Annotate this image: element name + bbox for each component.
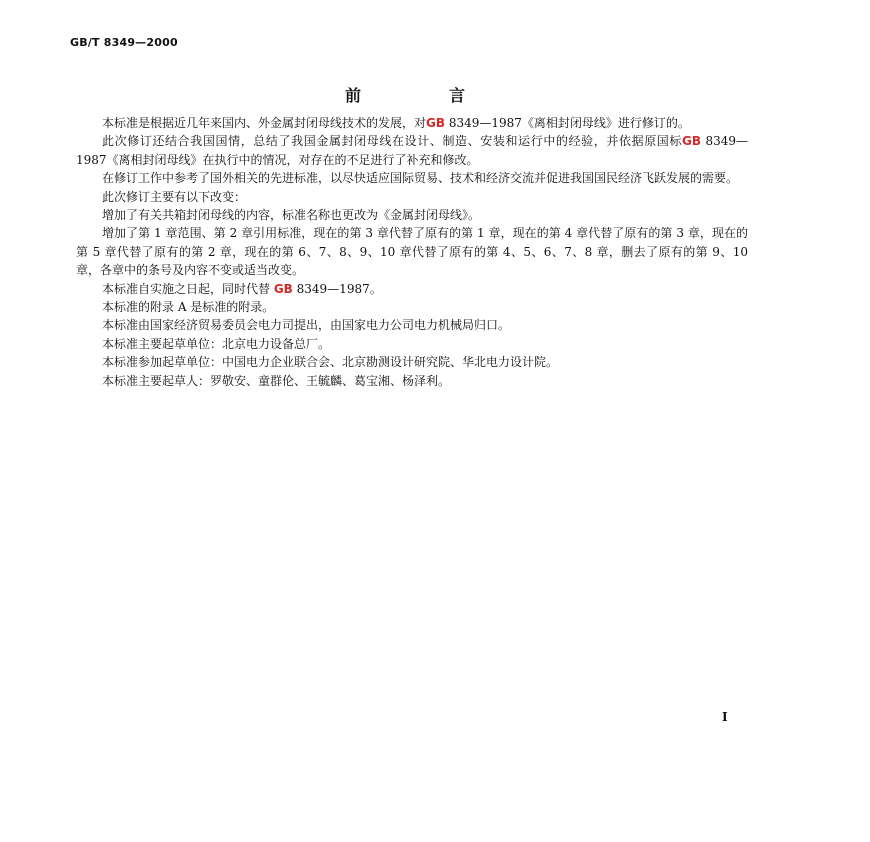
paragraph-8: 本标准的附录 A 是标准的附录。 xyxy=(102,300,275,315)
paragraph-7-text-b: 8349—1987。 xyxy=(292,281,382,296)
foreword-body xyxy=(76,114,748,390)
paragraph-1-text-b: 8349—1987《离相封闭母线》进行修订的。 xyxy=(445,116,690,130)
paragraph-10: 本标准主要起草单位：北京电力设备总厂。 xyxy=(102,336,331,351)
paragraph-4: 此次修订主要有以下改变： xyxy=(102,189,247,204)
paragraph-2-text-a: 此次修订还结合我国国情，总结了我国金属封闭母线在设计、制造、安装和运行中的经验，并依据原国标 xyxy=(102,134,683,149)
page-title: 前言 xyxy=(344,86,553,105)
paragraph-1 xyxy=(76,114,748,132)
gb-code-2: GB xyxy=(682,134,702,149)
paragraph-7 xyxy=(76,280,748,298)
paragraph-3: 在修订工作中参考了国外相关的先进标准，以尽快适应国际贸易、技术和经济交流并促进我国国民经济飞跃发展的需要。 xyxy=(102,171,739,186)
paragraph-2 xyxy=(76,132,748,169)
paragraph-11: 本标准参加起草单位：中国电力企业联合会、北京勘测设计研究院、华北电力设计院。 xyxy=(102,355,559,370)
paragraph-6: 增加了第 1 章范围、第 2 章引用标准，现在的第 3 章代替了原有的第 1 章，现在的第 4 章代替了原有的第 3 章，现在的第 5 章代替了原有的第 2 章，现在的第 6、7、8、9、10 章代替了原有的第 4、5、6、7、8 章，删去了原有的第 9、10 章，各章中的条号及内容不变或适当改变。 xyxy=(76,226,748,278)
paragraph-9: 本标准由国家经济贸易委员会电力司提出，由国家电力公司电力机械局归口。 xyxy=(102,318,511,333)
page-number: I xyxy=(722,710,728,724)
gb-code-1: GB xyxy=(426,116,446,130)
paragraph-12: 本标准主要起草人：罗敬安、童群伦、王毓麟、葛宝湘、杨泽利。 xyxy=(102,373,451,388)
paragraph-1-text-a: 本标准是根据近几年来国内、外金属封闭母线技术的发展，对 xyxy=(102,116,427,130)
paragraph-2-text-b: 8349—1987《离相封闭母线》在执行中的情况，对存在的不足进行了补充和修改。 xyxy=(76,134,748,167)
paragraph-5: 增加了有关共箱封闭母线的内容，标准名称也更改为《金属封闭母线》。 xyxy=(102,208,481,223)
standard-code-header: GB/T 8349—2000 xyxy=(70,36,178,49)
gb-code-3: GB xyxy=(273,281,293,296)
paragraph-7-text-a: 本标准自实施之日起，同时代替 xyxy=(102,281,274,296)
